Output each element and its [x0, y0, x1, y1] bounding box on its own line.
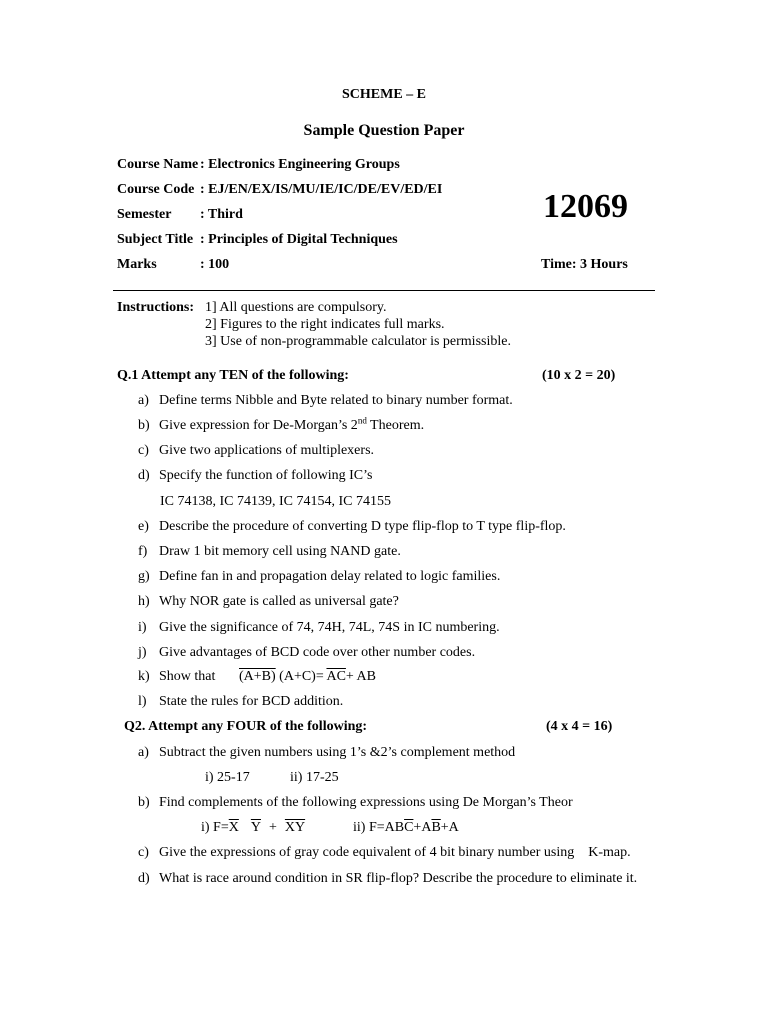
expression-part: +A: [413, 820, 432, 835]
q1-item-letter: j): [138, 645, 147, 660]
paper-code: 12069: [543, 188, 628, 225]
overlined-term: $\overline{C}$: [404, 820, 414, 835]
instruction-item: 1] All questions are compulsory.: [205, 300, 387, 315]
course-code-value: : EJ/EN/EX/IS/MU/IE/IC/DE/EV/ED/EI: [200, 182, 443, 197]
subject-title-label: Subject Title: [117, 232, 194, 247]
q1-item-text: Define terms Nibble and Byte related to binary number format.: [159, 393, 513, 408]
semester-label: Semester: [117, 207, 172, 222]
expression-part: ii) F=AB: [353, 820, 405, 835]
overlined-term: $\overline{XY}$: [284, 820, 306, 835]
expression-two: [353, 820, 459, 836]
q1-item-letter: h): [138, 594, 150, 609]
q2-item-text: Subtract the given numbers using 1’s &2’s complement method: [159, 745, 516, 760]
q2-item-text: Give the expressions of gray code equivalent of 4 bit binary number using K-map.: [159, 845, 631, 860]
q1-item-letter: k): [138, 669, 150, 684]
superscript: nd: [357, 415, 367, 426]
expression-part: + AB: [345, 669, 376, 684]
q1-item-letter: l): [138, 694, 147, 709]
q1-item-letter: e): [138, 519, 149, 534]
overlined-term: $\overline{X}$: [228, 820, 239, 835]
course-name-label: Course Name: [117, 157, 199, 172]
boolean-expression: [239, 669, 376, 685]
q1-item-text-part: Give expression for De-Morgan’s 2: [159, 418, 358, 433]
scheme-label: SCHEME – E: [341, 87, 426, 102]
expression-part: i) F=: [201, 820, 229, 835]
instruction-item: 2] Figures to the right indicates full marks.: [205, 317, 445, 332]
q1-item-text: Give the significance of 74, 74H, 74L, 74S in IC numbering.: [159, 620, 500, 635]
q1-item-text: Give advantages of BCD code over other number codes.: [159, 645, 476, 660]
overlined-term: $\overline{B}$: [431, 820, 441, 835]
expression-part: (A+C)=: [275, 669, 327, 684]
header-divider: [113, 290, 655, 291]
q1-item-text: State the rules for BCD addition.: [159, 694, 344, 709]
marks-value: : 100: [200, 257, 230, 272]
paper-title: Sample Question Paper: [303, 122, 465, 139]
subject-title-value: : Principles of Digital Techniques: [200, 232, 398, 247]
q1-item-text: Draw 1 bit memory cell using NAND gate.: [159, 544, 401, 559]
q1-marks: (10 x 2 = 20): [542, 368, 616, 383]
q2-heading: Q2. Attempt any FOUR of the following:: [124, 719, 368, 734]
overlined-term: $\overline{AC}$: [326, 669, 346, 684]
expression-part: +: [268, 820, 277, 835]
q1-item-text: [159, 415, 425, 434]
q1-item-text: Specify the function of following IC’s: [159, 468, 373, 483]
q1-item-text-part: Theorem.: [366, 418, 425, 433]
expression-one: [201, 820, 305, 836]
q2-item-letter: b): [138, 795, 150, 810]
q1-item-letter: f): [138, 544, 148, 559]
q1-item-text: Give two applications of multiplexers.: [159, 443, 375, 458]
q1-item-letter: i): [138, 620, 147, 635]
q2-item-letter: a): [138, 745, 149, 760]
course-name-value: : Electronics Engineering Groups: [200, 157, 400, 172]
subtraction-part: ii) 17-25: [290, 770, 339, 785]
q1-item-text: Define fan in and propagation delay related to logic families.: [159, 569, 501, 584]
q2-item-letter: c): [138, 845, 149, 860]
q1-heading: Q.1 Attempt any TEN of the following:: [117, 368, 349, 383]
q1-item-letter: a): [138, 393, 149, 408]
subtraction-part: i) 25-17: [205, 770, 250, 785]
instruction-item: 3] Use of non-programmable calculator is permissible.: [205, 334, 511, 349]
q1-item-letter: d): [138, 468, 150, 483]
marks-label: Marks: [117, 257, 157, 272]
expression-part: +A: [440, 820, 459, 835]
q2-marks: (4 x 4 = 16): [546, 719, 613, 734]
q1-item-text: Describe the procedure of converting D type flip-flop to T type flip-flop.: [159, 519, 566, 534]
q1-item-letter: g): [138, 569, 150, 584]
overlined-term: $\overline{Y}$: [250, 820, 261, 835]
overlined-term: (A+B): [239, 669, 276, 684]
semester-value: : Third: [200, 207, 243, 222]
course-code-label: Course Code: [117, 182, 195, 197]
instructions-label: Instructions:: [117, 300, 195, 315]
q1-item-text: Show that: [159, 669, 216, 684]
time-duration: Time: 3 Hours: [541, 257, 628, 272]
q2-item-text: What is race around condition in SR flip-flop? Describe the procedure to eliminate it.: [159, 871, 638, 886]
ic-list: IC 74138, IC 74139, IC 74154, IC 74155: [160, 494, 391, 509]
q1-item-text: Why NOR gate is called as universal gate?: [159, 594, 399, 609]
q1-item-letter: b): [138, 418, 150, 433]
q2-item-letter: d): [138, 871, 150, 886]
q1-item-letter: c): [138, 443, 149, 458]
q2-item-text: Find complements of the following expressions using De Morgan’s Theor: [159, 795, 573, 810]
